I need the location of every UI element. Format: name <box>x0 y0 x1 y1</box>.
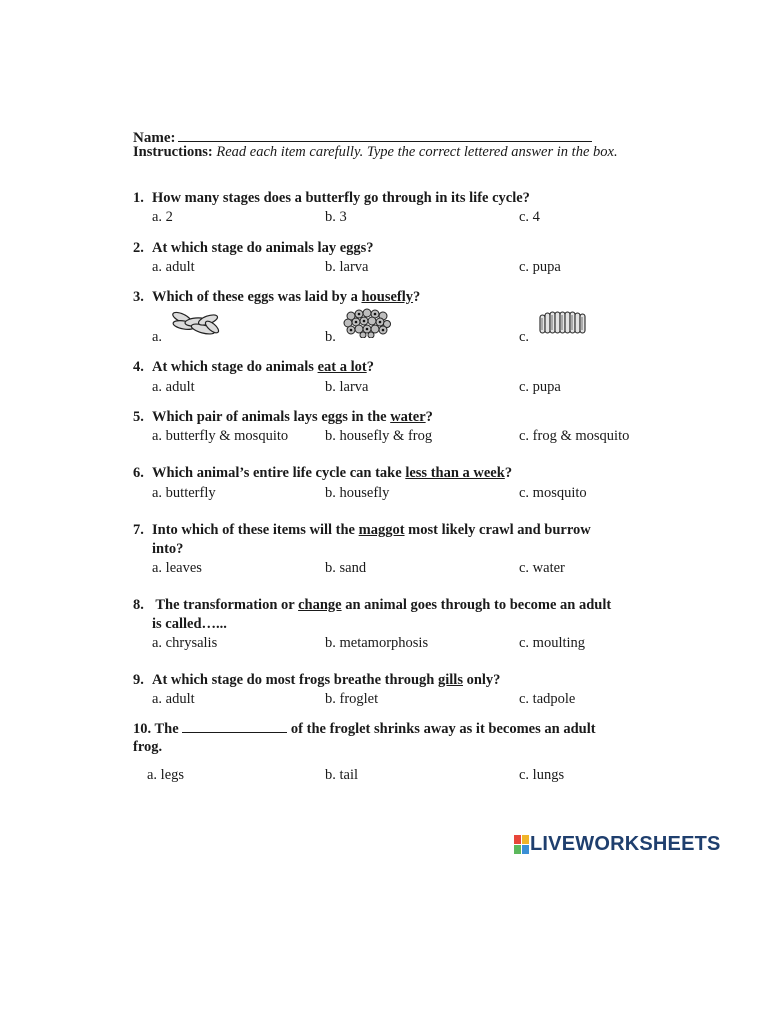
option-8b: b. metamorphosis <box>325 635 429 651</box>
question-8-continuation: is called…... <box>152 616 227 632</box>
option-2b: b. larva <box>325 259 369 275</box>
option-5c: c. frog & mosquito <box>519 428 630 444</box>
question-text-after: ? <box>504 465 513 481</box>
round-eggs-cluster-image <box>342 306 392 338</box>
question-number: 10. <box>133 721 152 737</box>
option-6a: a. butterfly <box>152 485 216 501</box>
question-number: 5. <box>133 409 144 425</box>
question-number: 4. <box>133 359 144 375</box>
instructions-text: Read each item carefully. Type the correct lettered answer in the box. <box>216 144 618 160</box>
question-7-continuation: into? <box>152 541 184 557</box>
question-7 <box>133 522 591 539</box>
question-1 <box>133 190 530 207</box>
question-3 <box>133 289 420 306</box>
question-number: 9. <box>133 672 144 688</box>
question-9 <box>133 672 500 689</box>
question-text-after: of the froglet shrinks away as it becomes an adult <box>287 721 596 737</box>
question-keyword: water <box>390 409 426 425</box>
question-text-before: Into which of these items will the <box>152 522 359 538</box>
question-number: 7. <box>133 522 144 538</box>
instructions <box>133 144 623 160</box>
option-7c: c. water <box>519 560 565 576</box>
question-text-after: ? <box>425 409 433 425</box>
option-10a: a. legs <box>147 767 185 783</box>
question-number: 6. <box>133 465 144 481</box>
question-text-before: The <box>154 721 183 737</box>
elongated-eggs-image <box>170 308 222 338</box>
question-keyword: housefly <box>361 289 414 305</box>
question-text: At which stage do animals lay eggs? <box>152 240 374 256</box>
question-text-before: At which stage do most frogs breathe through <box>152 672 438 688</box>
question-text-before: At which stage do animals <box>152 359 318 375</box>
option-4c: c. pupa <box>519 379 561 395</box>
option-3c: c. <box>519 329 530 345</box>
question-number: 3. <box>133 289 144 305</box>
option-2a: a. adult <box>152 259 195 275</box>
option-5a: a. butterfly & mosquito <box>152 428 289 444</box>
option-9c: c. tadpole <box>519 691 576 707</box>
question-keyword: less than a week <box>405 465 505 481</box>
question-text-before: Which animal’s entire life cycle can take <box>152 465 406 481</box>
question-4 <box>133 359 374 376</box>
question-text-before: Which pair of animals lays eggs in the <box>152 409 391 425</box>
upright-eggs-image <box>538 310 590 336</box>
option-9a: a. adult <box>152 691 195 707</box>
question-10-continuation: frog. <box>133 739 163 755</box>
question-keyword: gills <box>437 672 463 688</box>
option-6b: b. housefly <box>325 485 390 501</box>
question-text-after: most likely crawl and burrow <box>404 522 591 538</box>
option-8a: a. chrysalis <box>152 635 218 651</box>
option-9b: b. froglet <box>325 691 379 707</box>
question-number: 2. <box>133 240 144 256</box>
question-text-before: The transformation or <box>152 597 299 613</box>
instructions-label: Instructions: <box>133 144 213 160</box>
question-5 <box>133 409 433 426</box>
option-10c: c. lungs <box>519 767 565 783</box>
question-text-after: ? <box>366 359 374 375</box>
option-1c: c. 4 <box>519 209 540 225</box>
question-keyword: change <box>298 597 342 613</box>
option-8c: c. moulting <box>519 635 586 651</box>
question-text: How many stages does a butterfly go through in its life cycle? <box>152 190 530 206</box>
option-1b: b. 3 <box>325 209 347 225</box>
question-text-before: Which of these eggs was laid by a <box>152 289 362 305</box>
option-3a: a. <box>152 329 163 345</box>
question-6 <box>133 465 512 482</box>
option-7b: b. sand <box>325 560 367 576</box>
question-2 <box>133 240 374 257</box>
logo-text: LIVEWORKSHEETS <box>530 833 721 855</box>
option-6c: c. mosquito <box>519 485 587 501</box>
option-7a: a. leaves <box>152 560 202 576</box>
fill-in-blank[interactable] <box>182 720 287 733</box>
question-number: 1. <box>133 190 144 206</box>
option-5b: b. housefly & frog <box>325 428 433 444</box>
question-keyword: eat a lot <box>317 359 367 375</box>
question-keyword: maggot <box>358 522 405 538</box>
option-4a: a. adult <box>152 379 195 395</box>
name-blank-line[interactable] <box>178 127 592 142</box>
question-number: 8. <box>133 597 144 613</box>
question-text-after: an animal goes through to become an adult <box>341 597 612 613</box>
option-2c: c. pupa <box>519 259 561 275</box>
option-10b: b. tail <box>325 767 359 783</box>
option-1a: a. 2 <box>152 209 173 225</box>
question-text-after: only? <box>462 672 501 688</box>
question-text-after: ? <box>413 289 421 305</box>
question-10 <box>133 720 596 738</box>
question-8 <box>133 597 611 614</box>
option-3b: b. <box>325 329 336 345</box>
liveworksheets-logo <box>514 833 721 856</box>
name-label: Name: <box>133 130 176 146</box>
option-4b: b. larva <box>325 379 369 395</box>
logo-mark-icon <box>514 835 529 854</box>
